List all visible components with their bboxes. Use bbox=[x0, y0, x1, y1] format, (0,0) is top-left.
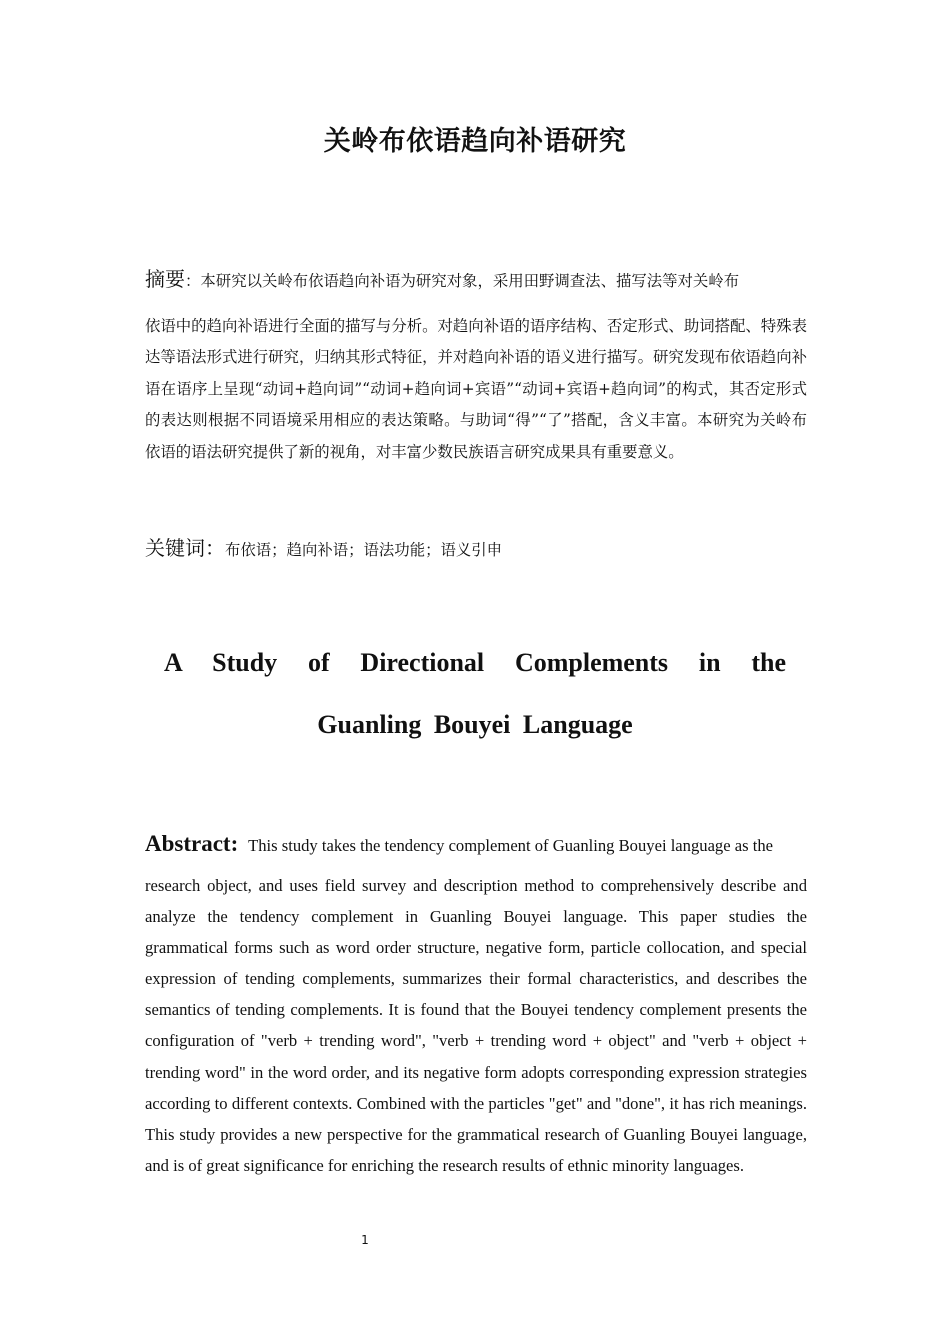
chinese-abstract-first-line bbox=[145, 261, 807, 299]
english-abstract-lead-text: This study takes the tendency complement of Guanling Bouyei language as the bbox=[248, 836, 773, 855]
english-title: A Study of Directional Complements in the Guanling Bouyei Language bbox=[164, 648, 786, 739]
english-abstract-label: Abstract: bbox=[145, 831, 239, 856]
chinese-abstract-colon: ： bbox=[185, 272, 201, 290]
chinese-keywords bbox=[145, 532, 807, 566]
english-abstract bbox=[145, 826, 807, 1181]
english-abstract-first-line bbox=[145, 826, 807, 864]
page-number: 1 bbox=[361, 1233, 369, 1247]
chinese-title: 关岭布依语趋向补语研究 bbox=[323, 126, 627, 157]
chinese-abstract-body: 依语中的趋向补语进行全面的描写与分析。对趋向补语的语序结构、否定形式、助词搭配、特殊表达等语法形式进行研究，归纳其形式特征，并对趋向补语的语义进行描写。研究发现布依语趋向补语在语序上呈现“动词+趋向词”“动词+趋向词+宾语”“动词+宾语+趋向词”的构式，其否定形式的表达则根据不同语境采用相应的表达策略。与助词“得”“了”搭配，含义丰富。本研究为关岭布依语的语法研究提供了新的视角，对丰富少数民族语言研究成果具有重要意义。 bbox=[145, 317, 807, 461]
chinese-abstract-label: 摘要 bbox=[145, 267, 185, 291]
english-abstract-body: research object, and uses field survey and description method to comprehensively describe and analyze the tendency complement in Guanling Bouyei language. This paper studies the grammatical forms such as word order structure, negative form, particle collocation, and special expression of tending complements, summarizes their formal characteristics, and describes the semantics of tending complements. It is found that the Bouyei tendency complement presents the configuration of "verb + trending word", "verb + trending word + object" and "verb + object + trending word" in the word order, and its negative form adopts corresponding expression strategies according to different contexts. Combined with the particles "get" and "done", it has rich meanings. This study provides a new perspective for the grammatical research of Guanling Bouyei language, and is of great significance for enriching the research results of ethnic minority languages. bbox=[145, 876, 807, 1175]
chinese-keywords-label: 关键词： bbox=[145, 536, 225, 560]
chinese-abstract bbox=[145, 261, 807, 468]
chinese-abstract-lead-text: 本研究以关岭布依语趋向补语为研究对象，采用田野调查法、描写法等对关岭布 bbox=[200, 272, 740, 290]
chinese-keywords-text: 布依语；趋向补语；语法功能；语义引申 bbox=[225, 541, 503, 559]
